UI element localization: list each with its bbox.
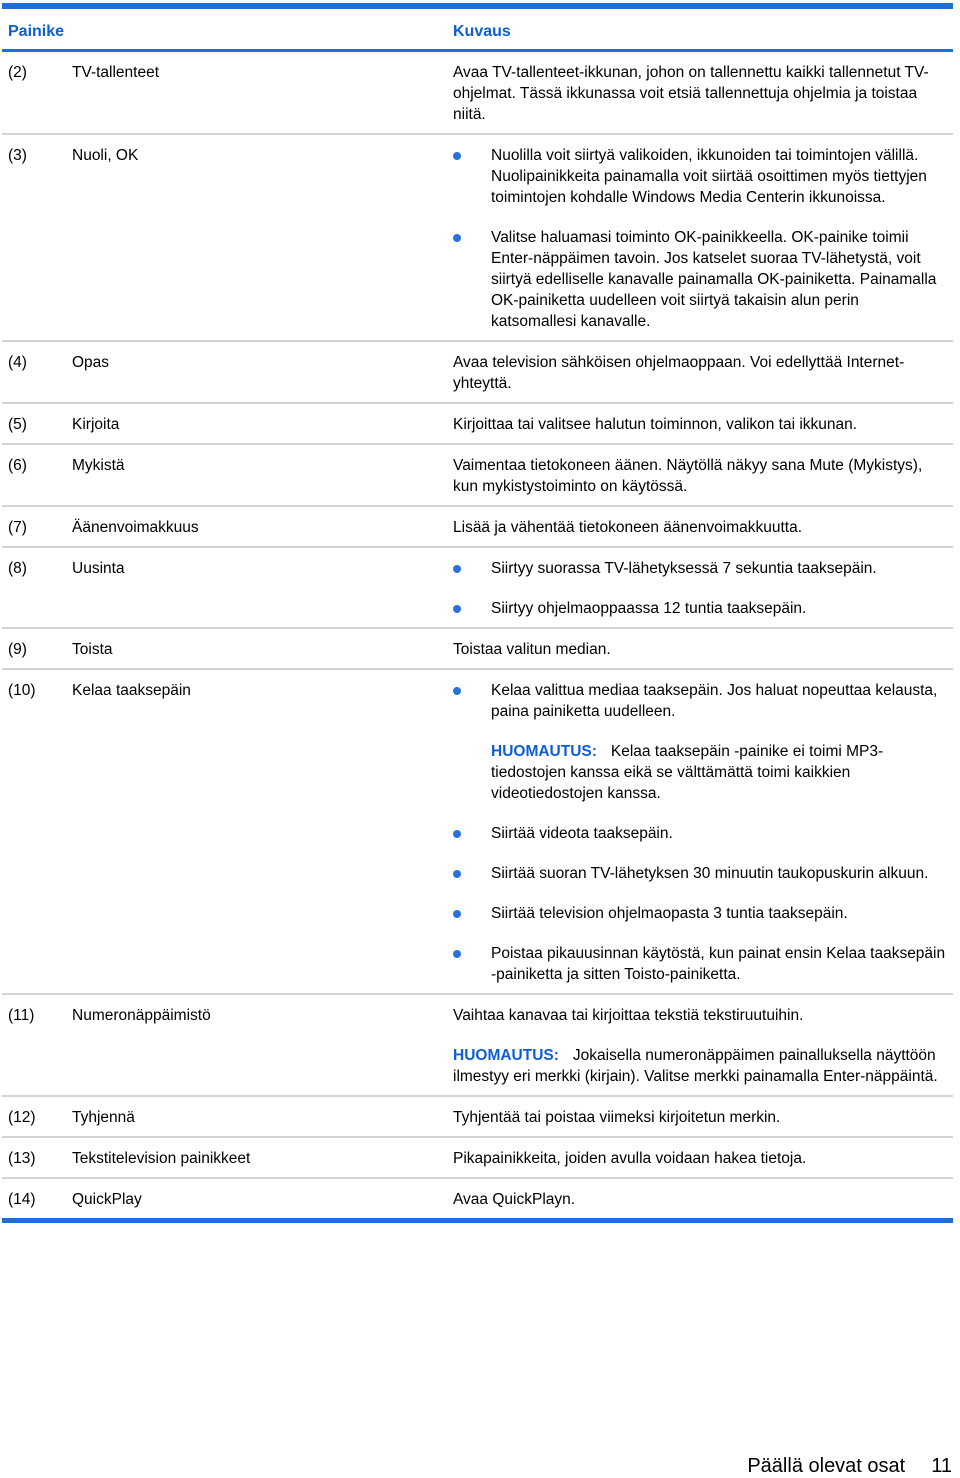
- bullet-text: Siirtyy suorassa TV-lähetyksessä 7 sekuntia taaksepäin.: [491, 560, 877, 577]
- button-number: (7): [8, 519, 27, 536]
- button-name: Kirjoita: [72, 416, 120, 433]
- table-row: [2, 629, 953, 670]
- table-row: [2, 342, 953, 404]
- note-text: Jokaisella numeronäppäimen painalluksella näyttöön ilmestyy eri merkki (kirjain). Valitse merkki painamalla Enter-näppäintä.: [453, 1047, 938, 1085]
- description-text: Pikapainikkeita, joiden avulla voidaan hakea tietoja.: [453, 1150, 807, 1167]
- button-number: (10): [8, 682, 36, 699]
- description-text: Lisää ja vähentää tietokoneen äänenvoimakkuutta.: [453, 519, 802, 536]
- bullet-text: Siirtyy ohjelmaoppaassa 12 tuntia taaksepäin.: [491, 600, 807, 617]
- bullet-text: Nuolilla voit siirtyä valikoiden, ikkunoiden tai toimintojen välillä. Nuolipainikkeita painamalla voit siirtää osoittimen myös tiettyjen toimintojen kohdalle Windows Media Centerin ikkunoissa.: [491, 147, 927, 206]
- bullet-item: [453, 680, 948, 722]
- button-description: [453, 1138, 948, 1177]
- button-description: [453, 507, 948, 546]
- description-text: Toistaa valitun median.: [453, 641, 611, 658]
- table-header: [2, 9, 953, 49]
- button-number: (5): [8, 416, 27, 433]
- button-name: Nuoli, OK: [72, 147, 139, 164]
- button-name: TV-tallenteet: [72, 64, 160, 81]
- bullet-icon: [453, 910, 461, 918]
- button-name: Kelaa taaksepäin: [72, 682, 191, 699]
- table-row: [2, 995, 953, 1097]
- bullet-icon: [453, 605, 461, 613]
- bullet-item: [453, 145, 948, 208]
- description-text: Avaa TV-tallenteet-ikkunan, johon on tallennettu kaikki tallennetut TV-ohjelmat. Tässä ikkunassa voit etsiä tallennettuja ohjelmia ja toistaa niitä.: [453, 64, 929, 123]
- button-description: [453, 995, 948, 1095]
- page-footer: [747, 1455, 952, 1478]
- bullet-icon: [453, 950, 461, 958]
- note-block: [453, 1045, 948, 1087]
- button-number: (2): [8, 64, 27, 81]
- button-description: [453, 445, 948, 505]
- table-row: [2, 1097, 953, 1138]
- button-number: (8): [8, 560, 27, 577]
- button-number: (11): [8, 1007, 35, 1024]
- note-label: HUOMAUTUS:: [453, 1047, 559, 1064]
- button-name: QuickPlay: [72, 1191, 142, 1208]
- button-number: (4): [8, 354, 27, 371]
- table-row: [2, 445, 953, 507]
- bullet-text: Siirtää videota taaksepäin.: [491, 825, 673, 842]
- bullet-item: [453, 598, 948, 619]
- table-row: [2, 52, 953, 135]
- bullet-text: Poistaa pikauusinnan käytöstä, kun painat ensin Kelaa taaksepäin -painiketta ja sitten Toisto-painiketta.: [491, 945, 946, 983]
- button-number: (12): [8, 1109, 36, 1126]
- header-kuvaus: Kuvaus: [453, 23, 511, 40]
- button-number: (13): [8, 1150, 36, 1167]
- button-name: Opas: [72, 354, 110, 371]
- table-row: [2, 404, 953, 445]
- bullet-item: [453, 863, 948, 884]
- bullet-icon: [453, 830, 461, 838]
- bullet-item: [453, 227, 948, 332]
- note-label: HUOMAUTUS:: [491, 743, 597, 760]
- button-name: Mykistä: [72, 457, 125, 474]
- bullet-text: Siirtää television ohjelmaopasta 3 tuntia taaksepäin.: [491, 905, 848, 922]
- bullet-icon: [453, 565, 461, 573]
- bullet-icon: [453, 234, 461, 242]
- footer-title: Päällä olevat osat: [747, 1455, 906, 1477]
- note-text: Kelaa taaksepäin -painike ei toimi MP3-tiedostojen kanssa eikä se välttämättä toimi kaikkien videotiedostojen kanssa.: [491, 743, 884, 802]
- button-description: [453, 629, 948, 668]
- note-block: [453, 741, 948, 804]
- bullet-text: Siirtää suoran TV-lähetyksen 30 minuutin taukopuskurin alkuun.: [491, 865, 929, 882]
- table-row: [2, 1138, 953, 1179]
- page-number: 11: [931, 1455, 952, 1477]
- button-description: [453, 548, 948, 627]
- button-name: Tekstitelevision painikkeet: [72, 1150, 251, 1167]
- bullet-icon: [453, 687, 461, 695]
- bullet-text: Valitse haluamasi toiminto OK-painikkeella. OK-painike toimii Enter-näppäimen tavoin. Jos katselet suoraa TV-lähetystä, voit siirtyä edelliselle kanavalle painamalla OK-painiketta. Painamalla OK-painiketta uudelleen voit siirtyä takaisin alun perin katsomallesi kanavalle.: [491, 229, 937, 330]
- table-row: [2, 548, 953, 629]
- button-number: (6): [8, 457, 27, 474]
- button-description: [453, 404, 948, 443]
- button-description: [453, 1097, 948, 1136]
- header-painike: Painike: [8, 23, 65, 40]
- button-name: Numeronäppäimistö: [72, 1007, 211, 1024]
- table-row: [2, 670, 953, 995]
- button-table: [2, 3, 953, 1223]
- description-text: Avaa television sähköisen ohjelmaoppaan. Voi edellyttää Internet-yhteyttä.: [453, 354, 905, 392]
- button-description: [453, 670, 948, 993]
- button-number: (9): [8, 641, 27, 658]
- description-text: Tyhjentää tai poistaa viimeksi kirjoitetun merkin.: [453, 1109, 781, 1126]
- table-body: [2, 52, 953, 1218]
- table-row: [2, 507, 953, 548]
- button-description: [453, 342, 948, 402]
- bullet-icon: [453, 870, 461, 878]
- description-text: Avaa QuickPlayn.: [453, 1191, 576, 1208]
- bullet-icon: [453, 152, 461, 160]
- button-name: Toista: [72, 641, 113, 658]
- button-description: [453, 52, 948, 133]
- button-description: [453, 1179, 948, 1218]
- bullet-item: [453, 943, 948, 985]
- description-text: Vaihtaa kanavaa tai kirjoittaa tekstiä tekstiruutuihin.: [453, 1007, 804, 1024]
- button-number: (3): [8, 147, 27, 164]
- button-name: Tyhjennä: [72, 1109, 135, 1126]
- bullet-item: [453, 823, 948, 844]
- table-row: [2, 135, 953, 342]
- description-text: Vaimentaa tietokoneen äänen. Näytöllä näkyy sana Mute (Mykistys), kun mykistystoiminto on käytössä.: [453, 457, 923, 495]
- table-row: [2, 1179, 953, 1218]
- bullet-item: [453, 903, 948, 924]
- bullet-text: Kelaa valittua mediaa taaksepäin. Jos haluat nopeuttaa kelausta, paina painiketta uudelleen.: [491, 682, 938, 720]
- table-bottom-rule: [2, 1218, 953, 1223]
- button-description: [453, 135, 948, 340]
- bullet-item: [453, 558, 948, 579]
- button-name: Uusinta: [72, 560, 125, 577]
- button-number: (14): [8, 1191, 36, 1208]
- description-text: Kirjoittaa tai valitsee halutun toiminnon, valikon tai ikkunan.: [453, 416, 858, 433]
- button-name: Äänenvoimakkuus: [72, 519, 199, 536]
